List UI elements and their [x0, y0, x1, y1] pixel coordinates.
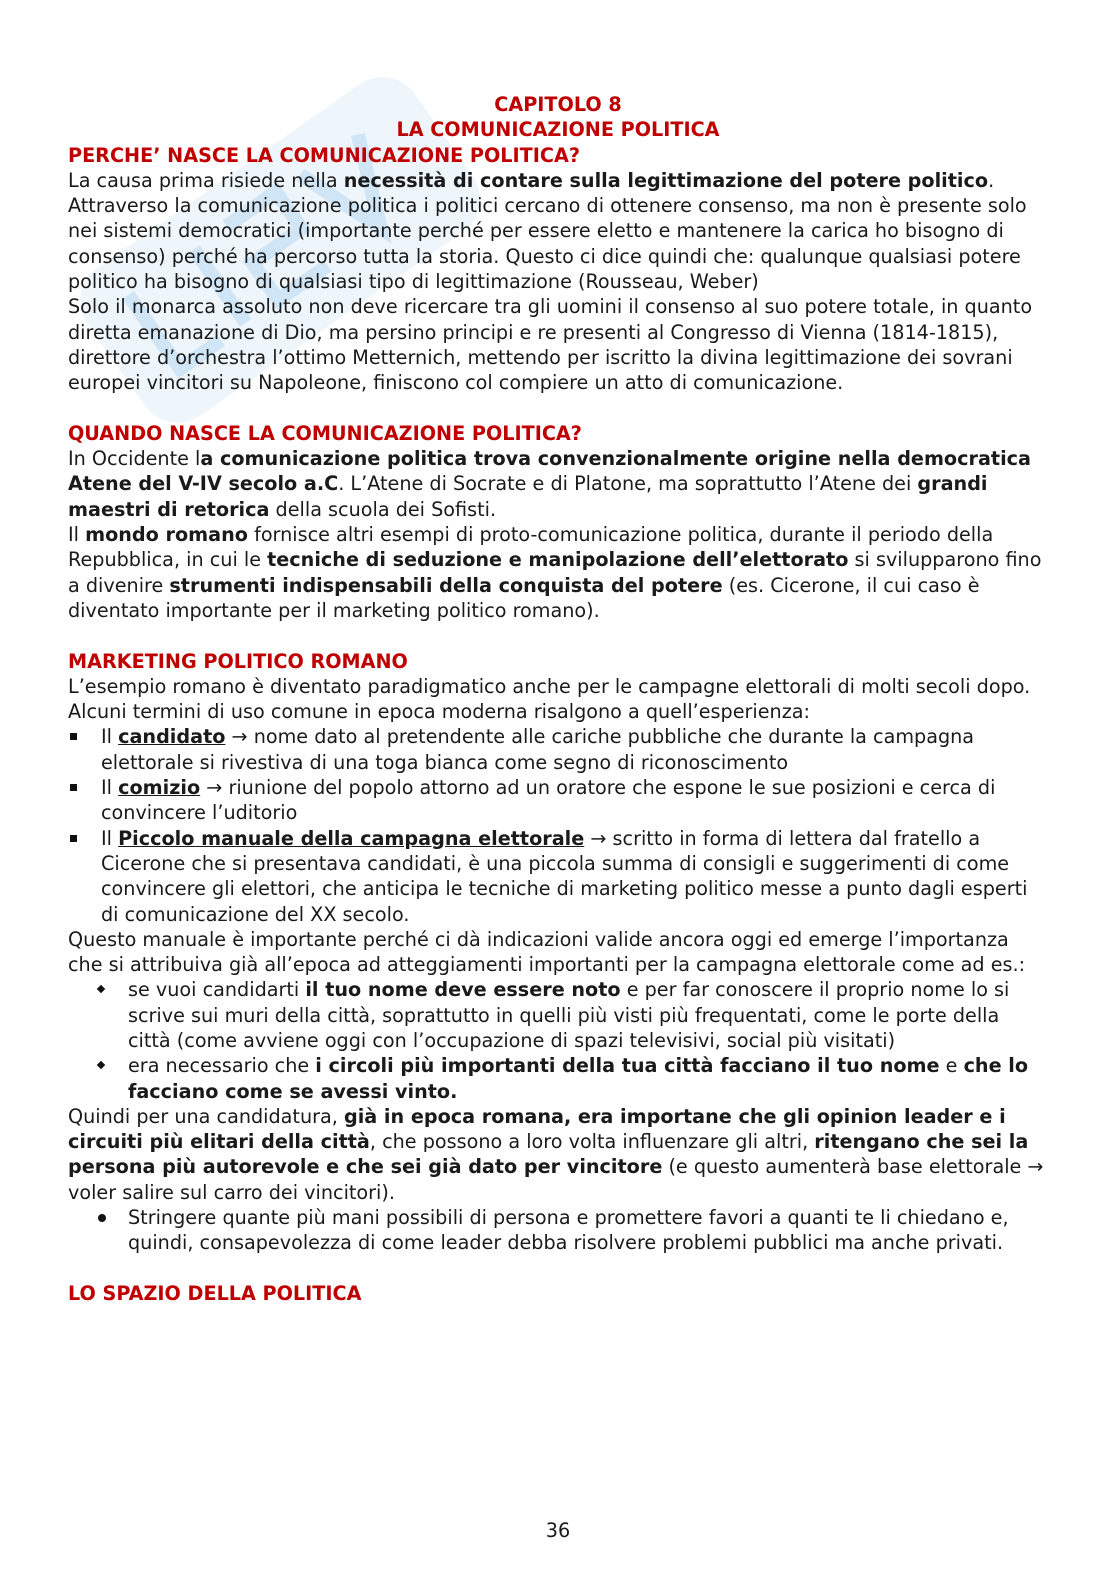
section-heading-spazio: LO SPAZIO DELLA POLITICA: [68, 1281, 362, 1305]
list-item: Stringere quante più mani possibili di persona e promettere favori a quanti te li chiedano e, quindi, consapevolezza di come leader debba risolvere problemi pubblici ma anche privati.: [128, 1205, 1048, 1256]
section-heading-marketing: MARKETING POLITICO ROMANO: [68, 649, 408, 673]
paragraph: In Occidente la comunicazione politica trova convenzionalmente origine nella democratica Atene del V-IV secolo a.C. L’Atene di Socrate e di Platone, ma soprattutto l’Atene dei grandi maestri di retorica della scuola dei Sofisti.: [68, 447, 1031, 521]
list-item: Il candidato → nome dato al pretendente alle cariche pubbliche che durante la campagna elettorale si rivestiva di una toga bianca come segno di riconoscimento: [68, 724, 1048, 775]
document-page: [68, 92, 1048, 1306]
diamond-list: [68, 977, 1048, 1103]
list-item: se vuoi candidarti il tuo nome deve essere noto e per far conoscere il proprio nome lo si scrive sui muri della città, soprattutto in quelli più visti più frequentati, come le porte della città (come avviene oggi con l’occupazione di spazi televisivi, social più visitati): [128, 977, 1048, 1053]
list-item: Il comizio → riunione del popolo attorno ad un oratore che espone le sue posizioni e cerca di convincere l’uditorio: [68, 775, 1048, 826]
paragraph: Il mondo romano fornisce altri esempi di proto-comunicazione politica, durante il periodo della Repubblica, in cui le tecniche di seduzione e manipolazione dell’elettorato si svilupparono fino a divenire strumenti indispensabili della conquista del potere (es. Cicerone, il cui caso è diventato importante per il marketing politico romano).: [68, 523, 1042, 622]
list-item: Il Piccolo manuale della campagna elettorale → scritto in forma di lettera dal fratello a Cicerone che si presentava candidati, è una piccola summa di consigli e suggerimenti di come convincere gli elettori, che anticipa le tecniche di marketing politico messe a punto dagli esperti di comunicazione del XX secolo.: [68, 826, 1048, 927]
chapter-number: CAPITOLO 8: [494, 93, 622, 116]
paragraph: L’esempio romano è diventato paradigmatico anche per le campagne elettorali di molti secoli dopo. Alcuni termini di uso comune in epoca moderna risalgono a quell’esperienza:: [68, 674, 1031, 724]
paragraph: Solo il monarca assoluto non deve ricercare tra gli uomini il consenso al suo potere totale, in quanto diretta emanazione di Dio, ma persino principi e re presenti al Congresso di Vienna (1814-1815), direttore d’orchestra l’ottimo Metternich, mettendo per iscritto la divina legittimazione dei sovrani europei vincitori su Napoleone, finiscono col compiere un atto di comunicazione.: [68, 295, 1033, 395]
paragraph: Attraverso la comunicazione politica i politici cercano di ottenere consenso, ma non è presente solo nei sistemi democratici (importante perché per essere eletto e mantenere la carica ho bisogno di consenso) perché ha percorso tutta la storia. Questo ci dice quindi che: qualunque qualsiasi potere politico ha bisogno di qualsiasi tipo di legittimazione (Rousseau, Weber): [68, 194, 1027, 294]
page-number: 36: [545, 1519, 571, 1542]
list-item: era necessario che i circoli più importanti della tua città facciano il tuo nome e che lo facciano come se avessi vinto.: [128, 1053, 1048, 1104]
chapter-title: LA COMUNICAZIONE POLITICA: [396, 118, 720, 142]
paragraph: La causa prima risiede nella necessità di contare sulla legittimazione del potere politico.: [68, 168, 995, 192]
term-list: [68, 724, 1048, 926]
section-heading-perche: PERCHE’ NASCE LA COMUNICAZIONE POLITICA?: [68, 143, 580, 167]
paragraph: Quindi per una candidatura, già in epoca romana, era importane che gli opinion leader e i circuiti più elitari della città, che possono a loro volta influenzare gli altri, ritengano che sei la persona più autorevole e che sei già dato per vincitore (e questo aumenterà base elettorale → voler salire sul carro dei vincitori).: [68, 1104, 1044, 1204]
bullet-list: [68, 1205, 1048, 1256]
paragraph: Questo manuale è importante perché ci dà indicazioni valide ancora oggi ed emerge l’importanza che si attribuiva già all’epoca ad atteggiamenti importanti per la campagna elettorale come ad es.:: [68, 927, 1026, 977]
section-heading-quando: QUANDO NASCE LA COMUNICAZIONE POLITICA?: [68, 421, 582, 445]
